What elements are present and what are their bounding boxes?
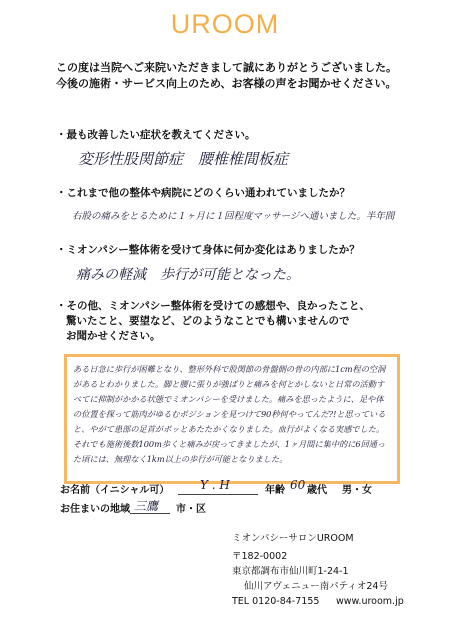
- age-unit: 歳代: [307, 485, 327, 496]
- area-value: 三鷹: [134, 499, 159, 513]
- feedback-box: [64, 354, 400, 484]
- question-4-label: [56, 299, 370, 344]
- age-label: 年齢: [265, 485, 285, 496]
- intro-line-1: この度は当院へご来院いただきまして誠にありがとうございました。: [56, 61, 397, 74]
- company-name: ミオンパシーサロンUROOM: [232, 533, 354, 544]
- name-underline: [178, 494, 258, 495]
- question-3-label: ・ミオンパシー整体術を受けて身体に何か変化はありましたか？: [56, 244, 360, 256]
- name-value: Y . H: [200, 478, 230, 492]
- company-address-2: 仙川アヴェニュー南パティオ24号: [244, 581, 388, 592]
- question-1-answer: 変形性股関節症 腰椎椎間板症: [78, 150, 289, 168]
- question-4-line-2: 驚いたこと、要望など、どのようなことでも構いませんので: [66, 315, 350, 327]
- question-1-label: ・最も改善したい症状を教えてください。: [56, 129, 256, 141]
- area-underline: [130, 513, 170, 514]
- question-4-line-3: お聞かせください。: [66, 330, 161, 342]
- company-url[interactable]: www.uroom.jp: [336, 596, 404, 607]
- intro-line-2: 今後の施術・サービス向上のため、お客様の声をお聞かせください。: [56, 77, 397, 90]
- logo: UROOM: [170, 9, 280, 39]
- question-2-answer: 右股の痛みをとるために１ヶ月に１回程度マッサージへ通いました。半年間: [72, 211, 395, 222]
- question-2-label: ・これまで他の整体や病院にどのくらい通われていましたか？: [56, 187, 350, 199]
- company-address-1: 東京都調布市仙川町1-24-1: [232, 566, 349, 577]
- question-3-answer: 痛みの軽減 歩行が可能となった。: [76, 267, 300, 283]
- company-tel: TEL 0120-84-7155: [232, 596, 320, 607]
- gender-options: 男・女: [342, 485, 372, 496]
- company-zip: 〒182-0002: [232, 551, 288, 562]
- age-value: 60: [290, 478, 306, 492]
- area-label: お住まいの地域: [60, 504, 130, 515]
- question-4-line-1: ・その他、ミオンパシー整体術を受けての感想や、良かったこと、: [56, 300, 371, 312]
- intro-text: [56, 60, 426, 92]
- name-label: お名前（イニシャル可）: [60, 485, 170, 496]
- area-suffix: 市・区: [176, 504, 206, 515]
- feedback-text: ある日急に歩行が困難となり、整形外科で股関節の骨盤側の骨の内部に1cm程の空洞があるとわかりました。脚と腰に張りが強ばりと痛みを何とかしないと日常の活動すべてに抑制がかかる状態でミオンパシーを受けました。痛みを思ったように、足や体の位置を探って筋肉がゆるむポジションを見つけて90秒何やってんだ?!と思っていると、やがて患部の足首がポッとあたたかくなりました。血行がよくなる実感でした。それでも施術後数100m歩くと痛みが戻ってきましたが、1ヶ月間に集中的に6回通った頃には、無理なく1km以上の歩行が可能となりました。: [73, 364, 386, 464]
